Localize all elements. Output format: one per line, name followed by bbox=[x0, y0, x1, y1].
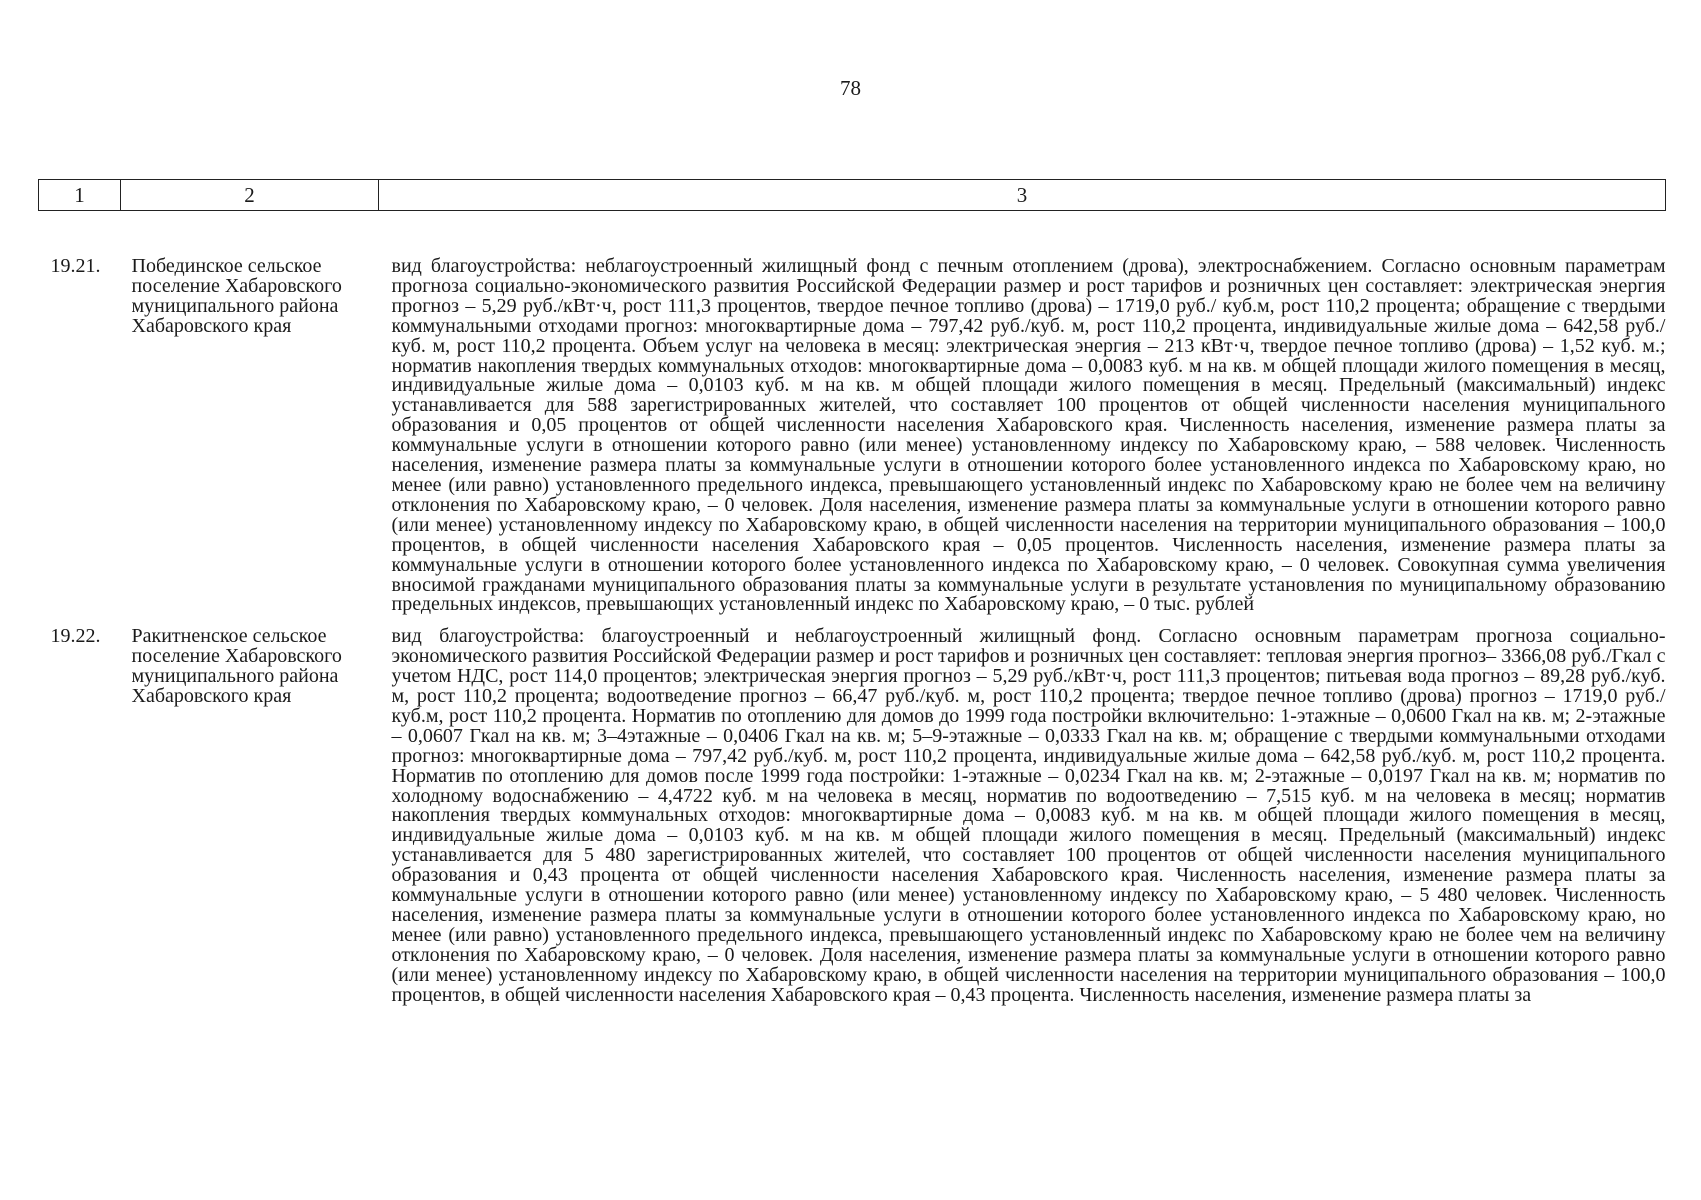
settlement-description: вид благоустройства: неблагоустроенный жилищный фонд с печным отоплением (дрова), электроснабжением. Согласно основным параметрам прогноза социально-экономического развития Российской Федерации размер и рост тарифов и розничных цен составляет: электрическая энергия прогноз – 5,29 руб./кВт·ч, рост 111,3 процентов, твердое печное топливо (дрова) – 1719,0 руб./ куб.м, рост 110,2 процента; обращение с твердыми коммунальными отходами прогноз: многоквартирные дома – 797,42 руб./куб. м, рост 110,2 процента, индивидуальные жилые дома – 642,58 руб./куб. м, рост 110,2 процента. Объем услуг на человека в месяц: электрическая энергия – 213 кВт·ч, твердое печное топливо (дрова) – 1,52 куб. м.; норматив накопления твердых коммунальных отходов: многоквартирные дома – 0,0083 куб. м на кв. м общей площади жилого помещения в месяц, индивидуальные жилые дома – 0,0103 куб. м на кв. м общей площади жилого помещения в месяц. Предельный (максимальный) индекс устанавливается для 588 зарегистрированных жителей, что составляет 100 процентов от общей численности населения муниципального образования и 0,05 процентов от общей численности населения Хабаровского края. Численность населения, изменение размера платы за коммунальные услуги в отношении которого равно (или менее) установленному индексу по Хабаровскому краю, – 588 человек. Численность населения, изменение размера платы за коммунальные услуги в отношении которого более установленного индекса по Хабаровскому краю, но менее (или равно) установленного предельного индекса, превышающего установленный индекс по Хабаровскому краю не более чем на величину отклонения по Хабаровскому краю, – 0 человек. Доля населения, изменение размера платы за коммунальные услуги в отношении которого равно (или менее) установленному индексу по Хабаровскому краю, в общей численности населения на территории муниципального образования – 100,0 процентов, в общей численности населения Хабаровского края – 0,05 процентов. Численность населения, изменение размера платы за коммунальные услуги в отношении которого более установленного индекса по Хабаровскому краю, – 0 человек. Совокупная сумма увеличения вносимой гражданами муниципального образования платы за коммунальные услуги в результате установления по муниципальному образованию предельных индексов, превышающих установленный индекс по Хабаровскому краю, – 0 тыс. рублей bbox=[391, 255, 1666, 616]
row-number: 19.21. bbox=[50, 255, 101, 277]
data-table bbox=[38, 179, 1666, 1006]
page-number: 78 bbox=[840, 76, 861, 100]
settlement-description: вид благоустройства: благоустроенный и неблагоустроенный жилищный фонд. Согласно основным параметрам прогноза социально-экономического развития Российской Федерации размер и рост тарифов и розничных цен составляет: тепловая энергия прогноз– 3366,08 руб./Гкал с учетом НДС, рост 114,0 процентов; электрическая энергия прогноз – 5,29 руб./кВт·ч, рост 111,3 процентов; питьевая вода прогноз – 89,28 руб./куб. м, рост 110,2 процента; водоотведение прогноз – 66,47 руб./куб. м, рост 110,2 процента; твердое печное топливо (дрова) прогноз – 1719,0 руб./ куб.м, рост 110,2 процента. Норматив по отоплению для домов до 1999 года постройки включительно: 1-этажные – 0,0600 Гкал на кв. м; 2-этажные – 0,0607 Гкал на кв. м; 3–4этажные – 0,0406 Гкал на кв. м; 5–9-этажные – 0,0333 Гкал на кв. м; обращение с твердыми коммунальными отходами прогноз: многоквартирные дома – 797,42 руб./куб. м, рост 110,2 процента, индивидуальные жилые дома – 642,58 руб./куб. м, рост 110,2 процента. Норматив по отоплению для домов после 1999 года постройки: 1-этажные – 0,0234 Гкал на кв. м; 2-этажные – 0,0197 Гкал на кв. м; норматив по холодному водоснабжению – 4,4722 куб. м на человека в месяц, норматив по водоотведению – 7,515 куб. м на человека в месяц; норматив накопления твердых коммунальных отходов: многоквартирные дома – 0,0083 куб. м на кв. м общей площади жилого помещения в месяц, индивидуальные жилые дома – 0,0103 куб. м на кв. м общей площади жилого помещения в месяц. Предельный (максимальный) индекс устанавливается для 5 480 зарегистрированных жителей, что составляет 100 процентов от общей численности населения муниципального образования и 0,43 процента от общей численности населения Хабаровского края. Численность населения, изменение размера платы за коммунальные услуги в отношении которого равно (или менее) установленному индексу по Хабаровскому краю, – 5 480 человек. Численность населения, изменение размера платы за коммунальные услуги в отношении которого более установленного индекса по Хабаровскому краю, но менее (или равно) установленного предельного индекса, превышающего установленный индекс по Хабаровскому краю не более чем на величину отклонения по Хабаровскому краю, – 0 человек. Доля населения, изменение размера платы за коммунальные услуги в отношении которого равно (или менее) установленному индексу по Хабаровскому краю, в общей численности населения на территории муниципального образования – 100,0 процентов, в общей численности населения Хабаровского края – 0,43 процента. Численность населения, изменение размера платы за bbox=[391, 625, 1666, 1006]
column-header-1: 1 bbox=[39, 180, 121, 211]
settlement-name: Побединское сельское поселение Хабаровского муниципального района Хабаровского края bbox=[131, 255, 342, 337]
column-header-2: 2 bbox=[121, 180, 379, 211]
column-header-3: 3 bbox=[379, 180, 1666, 211]
table-row bbox=[39, 211, 1666, 616]
table-row bbox=[39, 615, 1666, 1005]
table-header bbox=[39, 180, 1666, 211]
row-number: 19.22. bbox=[50, 625, 101, 648]
header-row bbox=[39, 180, 1666, 211]
settlement-name: Ракитненское сельское поселение Хабаровского муниципального района Хабаровского края bbox=[131, 625, 342, 708]
